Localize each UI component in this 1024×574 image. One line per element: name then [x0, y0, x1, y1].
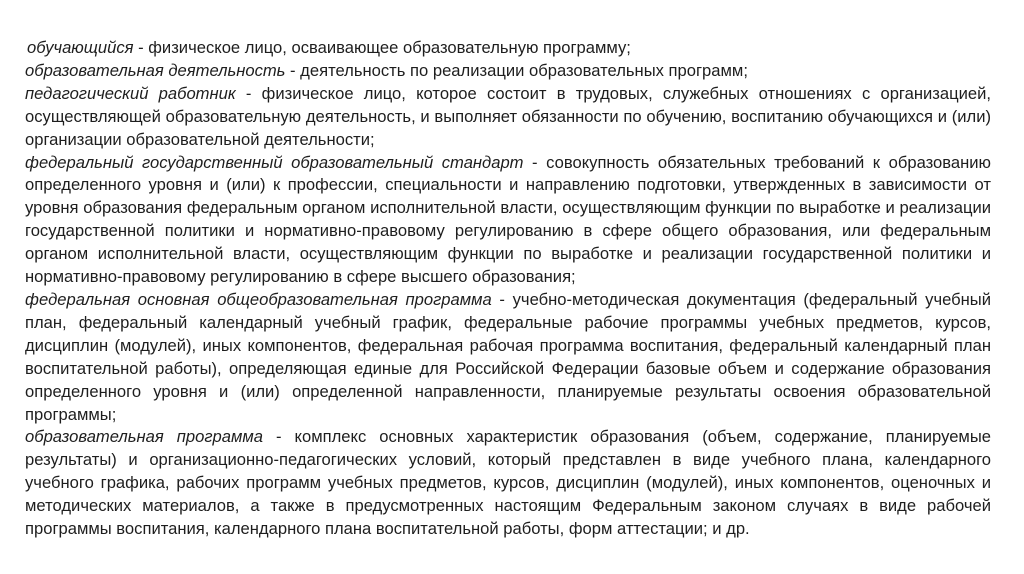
- definition-educational-program: [25, 426, 991, 541]
- definition-term: образовательная деятельность: [25, 60, 286, 80]
- definition-body: - деятельность по реализации образовательных программ;: [285, 60, 748, 80]
- definition-federal-program: [25, 289, 991, 426]
- definitions-text: [25, 37, 991, 541]
- definition-teacher: [25, 83, 991, 152]
- definition-body: - комплекс основных характеристик образования (объем, содержание, планируемые результаты) и организационно-педагогических условий, который представлен в виде учебного плана, календарного учебного графика, рабочих программ учебных предметов, курсов, дисциплин (модулей), иных компонентов, оценочных и методических материалов, а также в предусмотренных настоящим Федеральным законом случаях в виде рабочей программы воспитания, календарного плана воспитательной работы, форм аттестации; и др.: [25, 427, 991, 539]
- definition-body: - физическое лицо, осваивающее образовательную программу;: [133, 38, 631, 57]
- definition-educational-activity: [25, 60, 991, 83]
- definition-student: [25, 37, 991, 60]
- definition-term: обучающийся: [27, 38, 134, 57]
- definition-term: федеральный государственный образовательный стандарт: [25, 152, 524, 172]
- definition-body: - физическое лицо, которое состоит в трудовых, служебных отношениях с организацией, осуществляющей образовательную деятельность, и выполняет обязанности по обучению, воспитанию обучающихся и (или) организации образовательной деятельности;: [25, 83, 991, 149]
- definition-term: федеральная основная общеобразовательная программа: [25, 289, 492, 309]
- definition-body: - совокупность обязательных требований к образованию определенного уровня и (или) к профессии, специальности и направлению подготовки, утвержденных в зависимости от уровня образования федеральным органом исполнительной власти, осуществляющим функции по выработке и реализации государственной политики и нормативно-правовому регулированию в сфере общего образования, или федеральным органом исполнительной власти, осуществляющим функции по выработке и реализации государственной политики и нормативно-правовому регулированию в сфере высшего образования;: [25, 152, 991, 287]
- definition-federal-standard: [25, 152, 991, 289]
- definition-term: образовательная программа: [25, 427, 263, 447]
- definition-term: педагогический работник: [25, 83, 236, 103]
- definition-body: - учебно-методическая документация (федеральный учебный план, федеральный календарный учебный график, федеральные рабочие программы учебных предметов, курсов, дисциплин (модулей), иных компонентов, федеральная рабочая программа воспитания, федеральный календарный план воспитательной работы), определяющая единые для Российской Федерации базовые объем и содержание образования определенного уровня и (или) определенной направленности, планируемые результаты освоения образовательной программы;: [25, 289, 991, 424]
